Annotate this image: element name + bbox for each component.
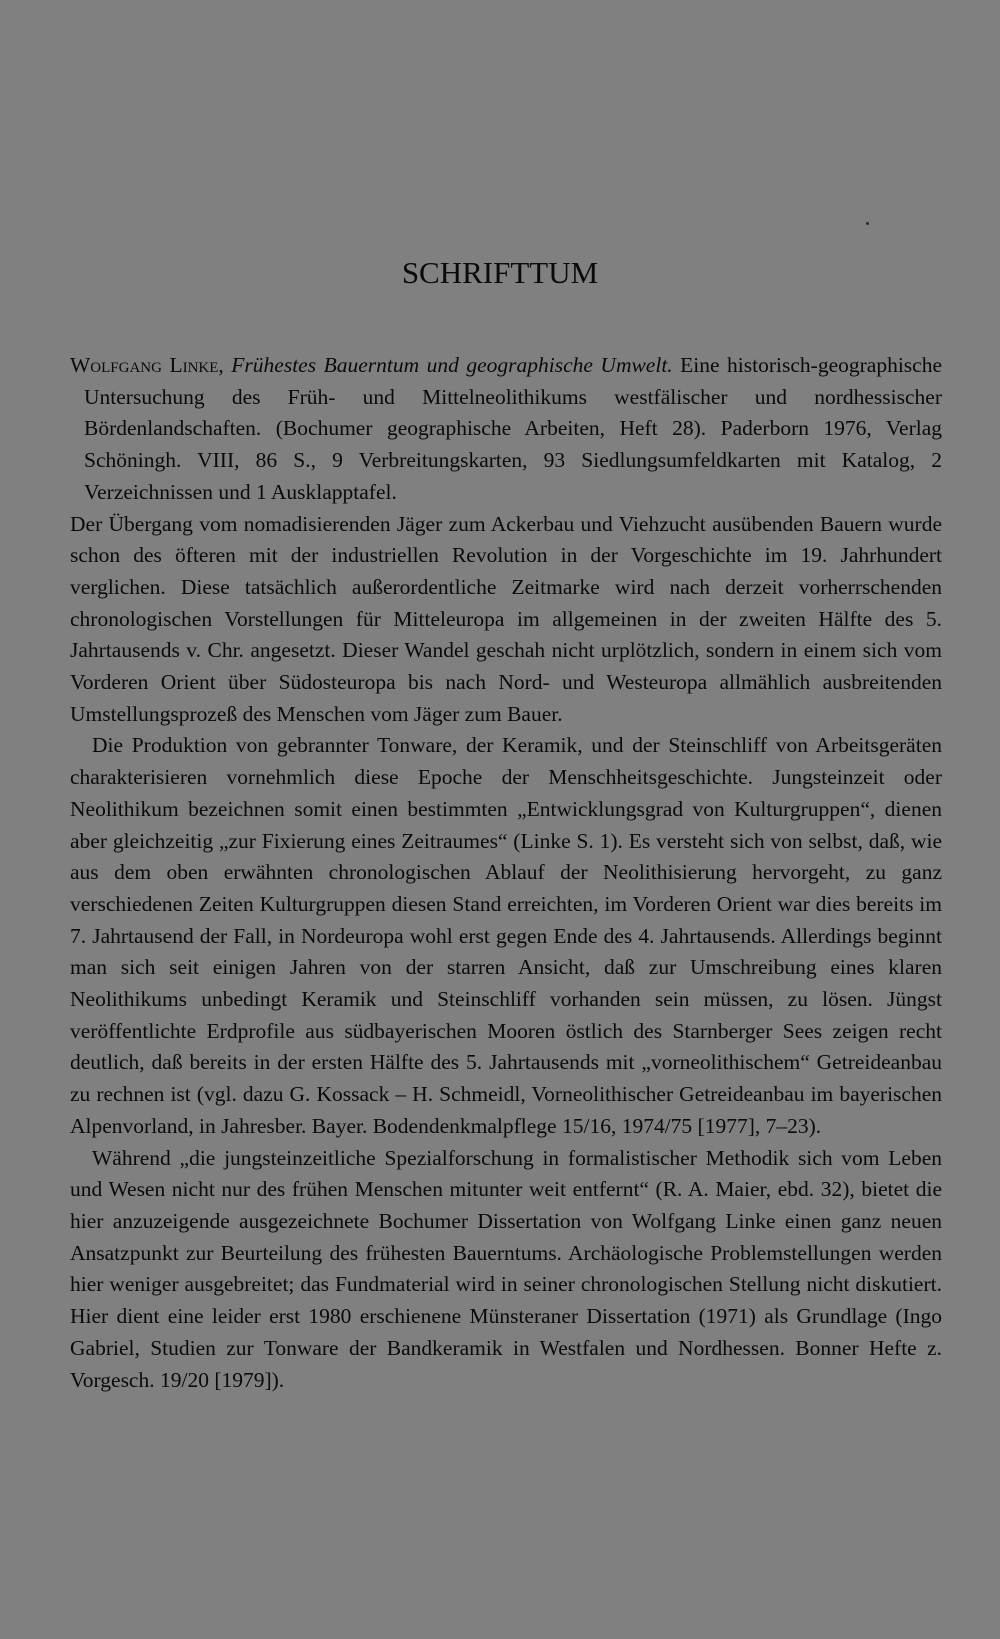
scan-speck [866,222,869,225]
paragraph-1: Der Übergang vom nomadisierenden Jäger zum Ackerbau und Viehzucht ausübenden Bauern wurde schon des öfteren mit der industriellen Revolution in der Vorgeschichte im 19. Jahrhundert verglichen. Diese tatsächlich außerordentliche Zeitmarke wird nach derzeit vorherrschenden chronologischen Vorstellungen für Mitteleuropa im allgemeinen in der zweiten Hälfte des 5. Jahrtausends v. Chr. angesetzt. Dieser Wandel geschah nicht urplötzlich, sondern in einem sich vom Vorderen Orient über Südosteuropa bis nach Nord- und Westeuropa allmählich ausbreitenden Umstellungsprozeß des Menschen vom Jäger zum Bauer. [70,511,942,726]
paragraph-3: Während „die jungsteinzeitliche Spezialforschung in formalistischer Methodik sich vom Leben und Wesen nicht nur des frühen Menschen mitunter weit entfernt“ (R. A. Maier, ebd. 32), bietet die hier anzuzeigende ausgezeichnete Bochumer Dissertation von Wolfgang Linke einen ganz neuen Ansatzpunkt zur Beurteilung des frühesten Bauerntums. Archäologische Problemstellungen werden hier weniger ausgebreitet; das Fundmaterial wird in seiner chronologischen Stellung nicht diskutiert. Hier dient eine leider erst 1980 erschienene Münsteraner Dissertation (1971) als Grundlage (Ingo Gabriel, Studien zur Tonware der Bandkeramik in Westfalen und Nordhessen. Bonner Hefte z. Vorgesch. 19/20 [1979]). [70,1145,942,1392]
body-text [70,350,942,1396]
citation-entry [70,350,942,509]
paragraph-2: Die Produktion von gebrannter Tonware, der Keramik, und der Steinschliff von Arbeitsgeräten charakterisieren vornehmlich diese Epoche der Menschheitsgeschichte. Jungsteinzeit oder Neolithikum bezeichnen somit einen bestimmten „Entwicklungsgrad von Kulturgruppen“, dienen aber gleichzeitig „zur Fixierung eines Zeitraumes“ (Linke S. 1). Es versteht sich von selbst, daß, wie aus dem oben erwähnten chronologischen Ablauf der Neolithisierung hervorgeht, zu ganz verschiedenen Zeiten Kulturgruppen diesen Stand erreichten, im Vorderen Orient war dies bereits im 7. Jahrtausend der Fall, in Nordeuropa wohl erst gegen Ende des 4. Jahrtausends. Allerdings beginnt man sich seit einigen Jahren von der starren Ansicht, daß zur Umschreibung eines klaren Neolithikums unbedingt Keramik und Steinschliff vorhanden sein müssen, zu lösen. Jüngst veröffentlichte Erdprofile aus südbayerischen Mooren östlich des Starnberger Sees zeigen recht deutlich, daß bereits in der ersten Hälfte des 5. Jahrtausends mit „vorneolithischem“ Getreideanbau zu rechnen ist (vgl. dazu G. Kossack – H. Schmeidl, Vorneolithischer Getreideanbau im bayerischen Alpenvorland, in Jahresber. Bayer. Bodendenkmalpflege 15/16, 1974/75 [1977], 7–23). [70,733,942,1138]
citation-book-title: Frühestes Bauerntum und geographische Umwelt. [231,353,673,377]
citation-author: Wolfgang Linke, [70,353,224,377]
page-heading: SCHRIFTTUM [401,255,599,290]
citation-details: Eine historisch-geographische Untersuchung des Früh- und Mittelneolithikums westfälischer und nordhessischer Bördenlandschaften. (Bochumer geographische Arbeiten, Heft 28). Paderborn 1976, Verlag Schöningh. VIII, 86 S., 9 Verbreitungskarten, 93 Siedlungsumfeldkarten mit Katalog, 2 Verzeichnissen und 1 Ausklapptafel. [84,353,942,504]
